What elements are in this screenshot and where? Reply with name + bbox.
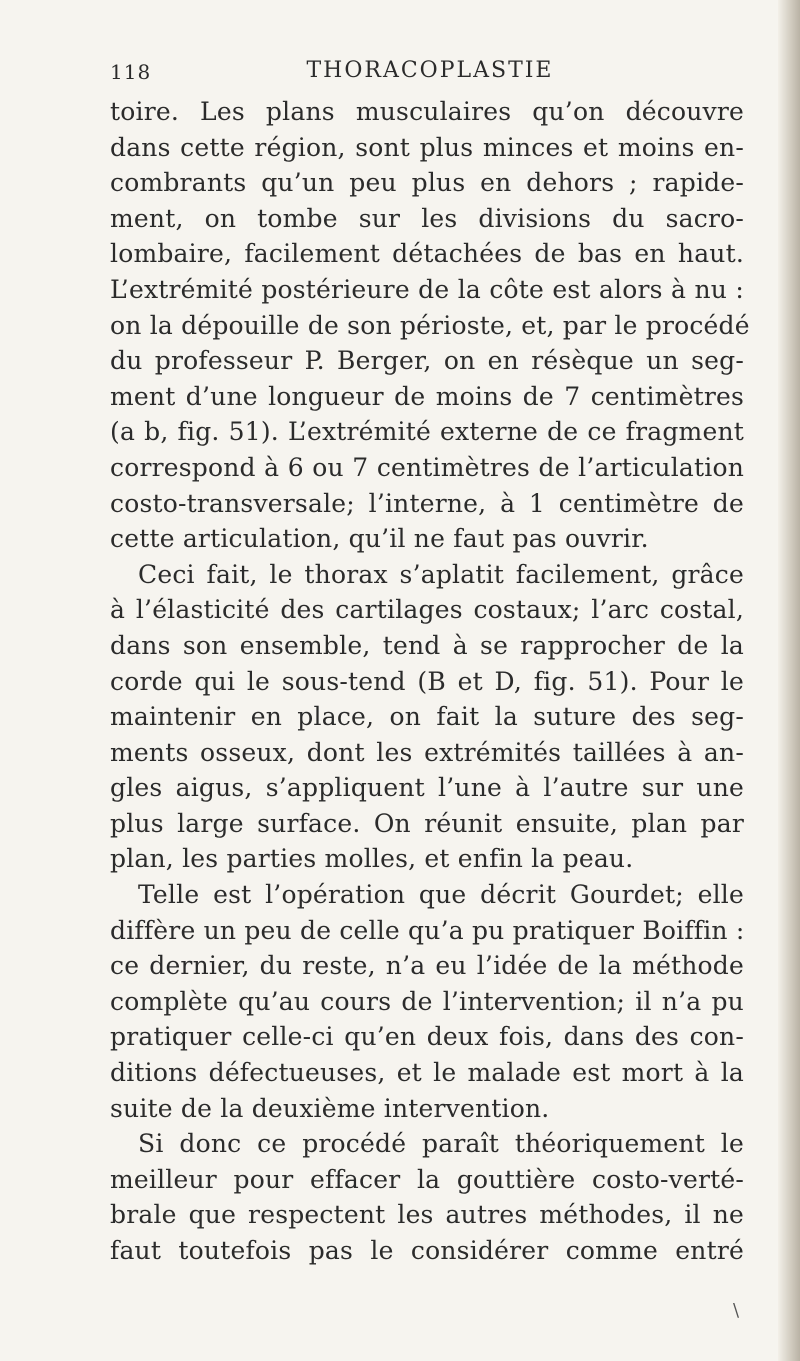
running-title: THORACOPLASTIE [306, 58, 554, 83]
text-line: plus large surface. On réunit ensuite, plan par [110, 808, 744, 838]
text-line: brale que respectent les autres méthodes, il ne [110, 1200, 744, 1230]
text-line: du professeur P. Berger, on en résèque un seg- [110, 346, 744, 376]
text-line: on la dépouille de son périoste, et, par le procédé [110, 310, 750, 340]
text-line: cette articulation, qu’il ne faut pas ouvrir. [110, 524, 649, 554]
text-line: Si donc ce procédé paraît théoriquement le [138, 1129, 744, 1159]
text-line: maintenir en place, on fait la suture des seg- [110, 702, 744, 732]
text-line: L’extrémité postérieure de la côte est alors à nu : [110, 274, 744, 304]
page-number: 118 [110, 60, 152, 84]
text-line: ments osseux, dont les extrémités taillées à an- [110, 737, 744, 767]
text-line: ditions défectueuses, et le malade est mort à la [110, 1058, 744, 1088]
text-line: gles aigus, s’appliquent l’une à l’autre sur une [110, 773, 744, 803]
text-line: plan, les parties molles, et enfin la peau. [110, 844, 634, 874]
text-line: toire. Les plans musculaires qu’on découvre [110, 97, 744, 126]
text-line: (a b, fig. 51). L’extrémité externe de ce fragment [110, 417, 744, 447]
text-line: ment, on tombe sur les divisions du sacro- [110, 203, 744, 233]
text-line: à l’élasticité des cartilages costaux; l’arc costal, [110, 595, 744, 625]
text-line: dans son ensemble, tend à se rapprocher de la [110, 630, 744, 660]
text-line: pratiquer celle-ci qu’en deux fois, dans des con- [110, 1022, 744, 1052]
text-line: costo-transversale; l’interne, à 1 centimètre de [110, 488, 744, 518]
text-line: diffère un peu de celle qu’a pu pratiquer Boiffin : [110, 915, 745, 945]
text-line: Ceci fait, le thorax s’aplatit facilement, grâce [138, 559, 744, 589]
text-line: Telle est l’opération que décrit Gourdet; elle [138, 880, 744, 910]
stray-ink-mark: \ [733, 1300, 740, 1321]
text-line: correspond à 6 ou 7 centimètres de l’articulation [110, 452, 744, 482]
text-line: faut toutefois pas le considérer comme entré [110, 1236, 744, 1265]
text-line: complète qu’au cours de l’intervention; il n’a pu [110, 986, 744, 1016]
text-line: lombaire, facilement détachées de bas en haut. [110, 239, 744, 269]
text-line: suite de la deuxième intervention. [110, 1093, 550, 1123]
text-line: combrants qu’un peu plus en dehors ; rapide- [110, 168, 744, 198]
text-line: meilleur pour effacer la gouttière costo-verté- [110, 1164, 744, 1194]
text-line: corde qui le sous-tend (B et D, fig. 51). Pour le [110, 666, 744, 696]
text-line: dans cette région, sont plus minces et moins en- [110, 132, 744, 162]
text-line: ment d’une longueur de moins de 7 centimètres [110, 381, 744, 411]
page-edge-shadow [778, 0, 800, 1361]
text-line: ce dernier, du reste, n’a eu l’idée de la méthode [110, 951, 744, 981]
page-header [110, 50, 750, 90]
body-text [110, 94, 750, 1269]
